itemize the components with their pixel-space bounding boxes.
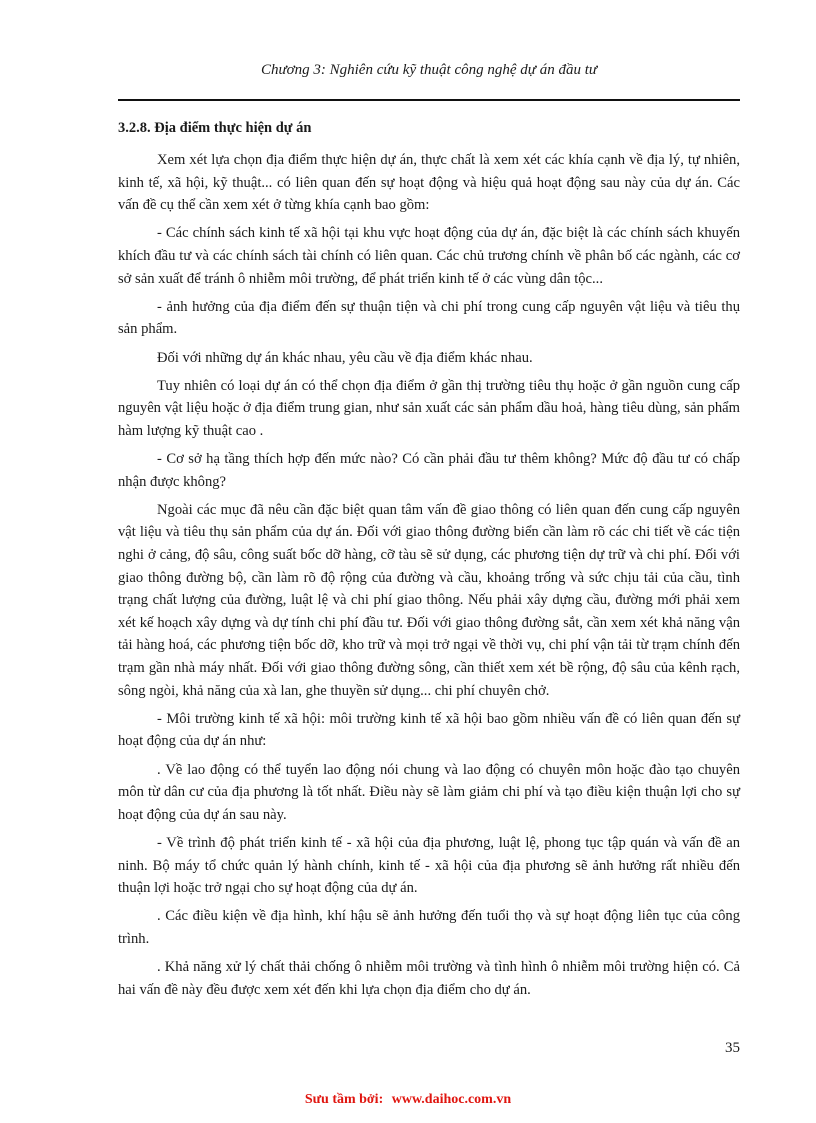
footer-link[interactable]: www.daihoc.com.vn <box>391 1092 512 1107</box>
page-number: 35 <box>725 1040 740 1056</box>
paragraph: Ngoài các mục đã nêu cần đặc biệt quan tâm vấn đề giao thông có liên quan đến cung cấp nguyên vật liệu và tiêu thụ sản phẩm của dự án. Đối với giao thông đường biển cần làm rõ các chi tiết về các tiện nghi ở cảng, độ sâu, công suất bốc dỡ hàng, cỡ tàu sẽ sử dụng, các phương tiện dự trữ và chi phí. Đối với giao thông đường bộ, cần làm rõ độ rộng của đường và cầu, khoảng trống và sức chịu tải của cầu, tình trạng chất lượng của đường, luật lệ và chi phí giao thông. Nếu phải xây dựng cầu, đường mới phải xem xét kế hoạch xây dựng và dự tính chi phí đầu tư. Đối với giao thông đường sắt, cần xem xét khả năng vận tải hàng hoá, các phương tiện bốc dỡ, kho trữ và mọi trở ngại về thời vụ, chi phí vận tải từ trạm chính đến trạm gần nhà máy nhất. Đối với giao thông đường sông, cần thiết xem xét bề rộng, độ sâu của kênh rạch, sông ngòi, khả năng của xà lan, ghe thuyền sử dụng... chi phí chuyên chở. <box>118 501 740 699</box>
page-content <box>118 118 740 1007</box>
footer-label: Sưu tầm bởi: <box>304 1092 384 1107</box>
paragraph: - Các chính sách kinh tế xã hội tại khu vực hoạt động của dự án, đặc biệt là các chính sách khuyến khích đầu tư và các chính sách tài chính có liên quan. Các chủ trương chính về phân bố các ngành, các cơ sở sản xuất để tránh ô nhiễm môi trường, để phát triển kinh tế ở các vùng dân tộc... <box>118 225 740 287</box>
paragraph: - ảnh hưởng của địa điểm đến sự thuận tiện và chi phí trong cung cấp nguyên vật liệu và tiêu thụ sản phẩm. <box>118 298 740 338</box>
header-divider <box>118 99 740 101</box>
paragraph: Đối với những dự án khác nhau, yêu cầu về địa điểm khác nhau. <box>157 349 533 366</box>
paragraph: Tuy nhiên có loại dự án có thể chọn địa điểm ở gần thị trường tiêu thụ hoặc ở gần nguồn cung cấp nguyên vật liệu hoặc ở địa điểm trung gian, như sản xuất các sản phẩm dầu hoả, hàng tiêu dùng, sản phẩm hàm lượng kỹ thuật cao . <box>118 377 740 439</box>
paragraph: - Môi trường kinh tế xã hội: môi trường kinh tế xã hội bao gồm nhiều vấn đề có liên quan đến sự hoạt động của dự án như: <box>118 710 740 750</box>
paragraph: Xem xét lựa chọn địa điểm thực hiện dự án, thực chất là xem xét các khía cạnh về địa lý, tự nhiên, kinh tế, xã hội, kỹ thuật... có liên quan đến sự hoạt động và hiệu quả hoạt động sau này của dự án. Các vấn đề cụ thể cần xem xét ở từng khía cạnh bao gồm: <box>118 152 740 214</box>
paragraph: . Khả năng xử lý chất thải chống ô nhiễm môi trường và tình hình ô nhiễm môi trường hiện có. Cả hai vấn đề này đều được xem xét đến khi lựa chọn địa điểm cho dự án. <box>118 959 740 998</box>
chapter-header: Chương 3: Nghiên cứu kỹ thuật công nghệ dự án đầu tư <box>260 62 598 78</box>
section-heading: 3.2.8. Địa điểm thực hiện dự án <box>118 120 312 136</box>
paragraph: . Về lao động có thể tuyển lao động nói chung và lao động có chuyên môn hoặc đào tạo chuyên môn từ dân cư của địa phương là tốt nhất. Điều này sẽ làm giảm chi phí và tạo điều kiện thuận lợi cho sự hoạt động của dự án sau này. <box>118 761 740 823</box>
paragraph: . Các điều kiện về địa hình, khí hậu sẽ ảnh hưởng đến tuổi thọ và sự hoạt động liên tục của công trình. <box>118 908 740 947</box>
footer <box>0 1092 816 1108</box>
paragraph: - Cơ sở hạ tầng thích hợp đến mức nào? Có cần phải đầu tư thêm không? Mức độ đầu tư có chấp nhận được không? <box>118 451 740 490</box>
paragraph: - Về trình độ phát triển kinh tế - xã hội của địa phương, luật lệ, phong tục tập quán và vấn đề an ninh. Bộ máy tổ chức quản lý hành chính, kinh tế - xã hội của địa phương sẽ ảnh hưởng rất nhiều đến thuận lợi hoặc trở ngại cho sự hoạt động của dự án. <box>118 834 740 897</box>
